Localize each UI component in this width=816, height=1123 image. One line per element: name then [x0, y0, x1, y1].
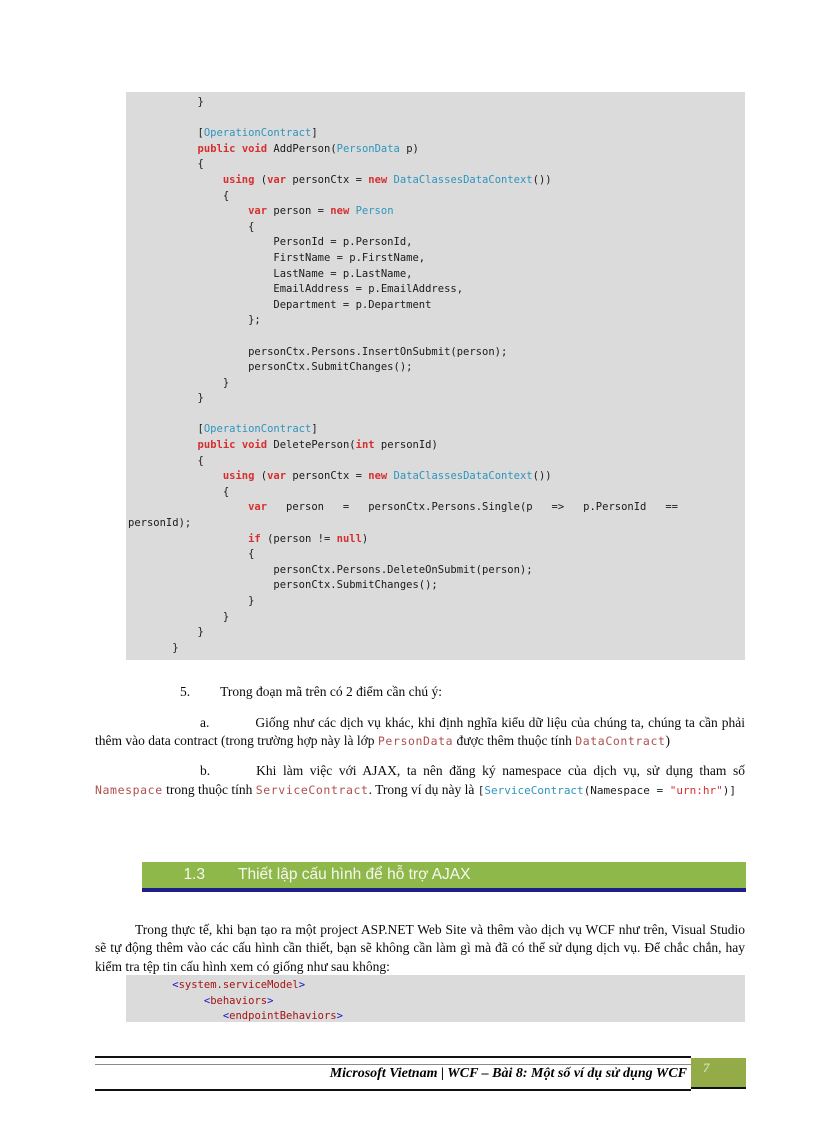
text-segment: [	[128, 423, 204, 436]
text-segment: var	[267, 470, 287, 483]
text-segment: null	[336, 532, 362, 545]
text-segment: Person	[355, 205, 394, 218]
text-segment: OperationContract	[203, 127, 312, 140]
code-line	[128, 267, 743, 283]
code-line	[128, 641, 743, 657]
text-segment: system.serviceModel	[178, 979, 299, 991]
text-segment: (	[254, 173, 268, 186]
text-segment	[128, 533, 248, 545]
code-line	[128, 469, 743, 485]
text-segment: var	[248, 205, 268, 218]
text-segment: person =	[267, 205, 331, 218]
text-segment: Department = p.Department	[128, 298, 432, 311]
notes-section	[95, 683, 745, 812]
text-segment: personCtx =	[286, 173, 369, 186]
text-segment	[128, 439, 198, 451]
text-segment: behaviors	[210, 994, 268, 1007]
text-segment: <	[222, 1010, 230, 1023]
text-segment: {	[128, 548, 255, 561]
code-line	[128, 391, 743, 407]
text-segment: b.	[200, 763, 211, 779]
text-segment: EmailAddress = p.EmailAddress,	[128, 283, 464, 296]
text-segment: )]	[722, 783, 737, 797]
code-line	[128, 376, 743, 392]
text-segment	[128, 1010, 223, 1022]
text-segment: Namespace	[95, 782, 163, 797]
code-line	[128, 516, 743, 532]
text-segment	[128, 174, 223, 186]
text-segment: new	[368, 173, 388, 186]
text-segment: <	[203, 994, 211, 1007]
code-line	[128, 345, 743, 361]
text-segment: PersonId = p.PersonId,	[128, 236, 413, 249]
text-segment: [	[128, 127, 204, 140]
code-line	[128, 298, 743, 314]
text-segment: };	[128, 314, 261, 327]
code-line	[128, 500, 743, 516]
code-line	[128, 594, 743, 610]
text-segment: personCtx.Persons.InsertOnSubmit(person);	[128, 345, 508, 358]
text-segment: }	[128, 626, 204, 639]
code-line	[128, 329, 743, 345]
text-segment	[128, 979, 172, 991]
text-segment: endpointBehaviors	[229, 1010, 337, 1023]
text-segment: <	[172, 979, 179, 991]
text-segment: ())	[532, 173, 552, 186]
note-item-a	[95, 714, 745, 751]
code-line	[128, 1009, 743, 1025]
code-line	[128, 173, 743, 189]
text-segment: ServiceContract	[255, 782, 369, 797]
text-segment: OperationContract	[203, 423, 312, 436]
code-line	[128, 204, 743, 220]
text-segment: using	[222, 173, 255, 186]
text-segment: new	[330, 205, 350, 218]
code-line	[128, 547, 743, 563]
text-segment: {	[128, 158, 204, 171]
code-line	[128, 95, 743, 111]
code-line	[128, 189, 743, 205]
text-segment: ServiceContract	[484, 783, 584, 797]
code-line	[128, 282, 743, 298]
section-number: 1.3	[183, 866, 205, 883]
xml-code-block	[126, 975, 745, 1022]
text-segment: DataClassesDataContext	[393, 173, 533, 186]
text-segment: {	[128, 189, 230, 202]
code-line	[128, 532, 743, 548]
code-line	[128, 220, 743, 236]
text-segment: {	[128, 454, 204, 467]
text-segment	[128, 205, 248, 217]
code-line	[128, 563, 743, 579]
text-segment: }	[128, 392, 204, 405]
text-segment: >	[336, 1010, 343, 1023]
text-segment: p)	[399, 142, 419, 155]
text-segment: }	[128, 96, 204, 108]
footer-title: Microsoft Vietnam | WCF – Bài 8: Một số ví dụ sử dụng WCF	[329, 1066, 687, 1081]
section-header-bar	[142, 862, 746, 892]
code-line	[128, 126, 743, 142]
text-segment: (person !=	[260, 532, 337, 545]
code-line	[128, 142, 743, 158]
text-segment: )	[361, 532, 369, 545]
text-segment: Giống như các dịch vụ khác, khi định nghĩa kiểu dữ liệu của chúng ta, chúng ta cần phải thêm vào data contract (trong trường hợp này là lớp	[95, 714, 745, 749]
intro-paragraph: Trong thực tế, khi bạn tạo ra một project ASP.NET Web Site và thêm vào dịch vụ WCF như trên, Visual Studio sẽ tự động thêm vào các cấu hình cần thiết, bạn sẽ không cần làm gì mà đã có thể sử dụng dịch vụ. Để chắc chắn, hay kiểm tra tệp tin cấu hình xem có giống như sau không:	[95, 921, 745, 974]
text-segment: personCtx =	[286, 470, 369, 483]
note-item-b	[95, 762, 745, 800]
text-segment: ]	[311, 127, 318, 140]
code-line	[128, 422, 743, 438]
text-segment: personId);	[128, 517, 192, 530]
code-line	[128, 454, 743, 470]
text-segment: }	[128, 595, 255, 607]
text-segment: ())	[532, 470, 552, 483]
text-segment: Khi làm việc với AJAX, ta nên đăng ký namespace của dịch vụ, sử dụng tham số	[256, 763, 745, 779]
code-line	[128, 994, 743, 1010]
text-segment: public	[197, 439, 236, 452]
text-segment: PersonData	[377, 734, 454, 749]
text-segment: DeletePerson(	[267, 439, 356, 452]
code-line	[128, 313, 743, 329]
code-line	[128, 610, 743, 626]
text-segment: FirstName = p.FirstName,	[128, 251, 426, 264]
text-segment: }	[128, 376, 230, 389]
code-line	[128, 438, 743, 454]
footer-bottom-rule	[95, 1089, 691, 1091]
text-segment	[128, 501, 248, 513]
text-segment: personCtx.Persons.DeleteOnSubmit(person);	[128, 563, 533, 576]
code-line	[128, 251, 743, 267]
text-segment: >	[267, 994, 274, 1007]
text-segment: person = personCtx.Persons.Single(p => p.PersonId ==	[267, 501, 678, 514]
text-segment: ]	[311, 423, 318, 436]
text-segment: var	[267, 173, 287, 186]
text-segment: void	[241, 439, 268, 452]
page-number-badge: 7	[691, 1058, 746, 1089]
text-segment: new	[368, 470, 388, 483]
text-segment: {	[128, 220, 255, 233]
text-segment: }	[128, 610, 230, 623]
text-segment	[128, 995, 204, 1007]
code-line	[128, 360, 743, 376]
text-segment: trong thuộc tính	[162, 781, 256, 797]
code-line	[128, 407, 743, 423]
text-segment: public	[197, 142, 236, 155]
text-segment: personCtx.SubmitChanges();	[128, 361, 413, 374]
text-segment: (	[254, 470, 268, 483]
text-segment: void	[241, 142, 268, 155]
text-segment: Trong đoạn mã trên có 2 điểm cần chú ý:	[220, 684, 442, 699]
text-segment: [	[477, 783, 485, 797]
text-segment: 5.	[180, 684, 191, 699]
text-segment	[128, 143, 198, 155]
code-line	[128, 111, 743, 127]
text-segment: >	[298, 979, 306, 991]
section-title: Thiết lập cấu hình để hỗ trợ AJAX	[238, 866, 471, 883]
code-line	[128, 625, 743, 641]
footer-middle-rule	[95, 1064, 691, 1065]
text-segment: LastName = p.LastName,	[128, 267, 413, 280]
csharp-code-block	[126, 92, 745, 660]
text-segment: personCtx.SubmitChanges();	[128, 579, 438, 592]
code-line	[128, 578, 743, 594]
text-segment: AddPerson(	[267, 142, 337, 155]
text-segment: (Namespace =	[583, 783, 670, 797]
text-segment: using	[222, 470, 255, 483]
text-segment: DataContract	[575, 734, 666, 749]
text-segment: int	[355, 439, 375, 452]
footer-top-rule	[95, 1056, 691, 1058]
text-segment: DataClassesDataContext	[393, 470, 533, 483]
text-segment: . Trong ví dụ này là	[368, 781, 478, 797]
note-item-5	[95, 683, 745, 702]
text-segment: }	[128, 641, 179, 654]
text-segment: "urn:hr"	[669, 783, 723, 797]
code-line	[128, 235, 743, 251]
code-line	[128, 157, 743, 173]
code-line	[128, 978, 743, 994]
text-segment	[128, 470, 223, 482]
text-segment: được thêm thuộc tính	[453, 733, 576, 749]
text-segment: )	[665, 733, 671, 749]
text-segment: if	[248, 532, 261, 545]
code-line	[128, 485, 743, 501]
text-segment: a.	[200, 714, 210, 730]
text-segment: {	[128, 485, 230, 498]
text-segment: personId)	[374, 439, 438, 452]
text-segment: PersonData	[336, 142, 400, 155]
text-segment: var	[248, 501, 268, 514]
